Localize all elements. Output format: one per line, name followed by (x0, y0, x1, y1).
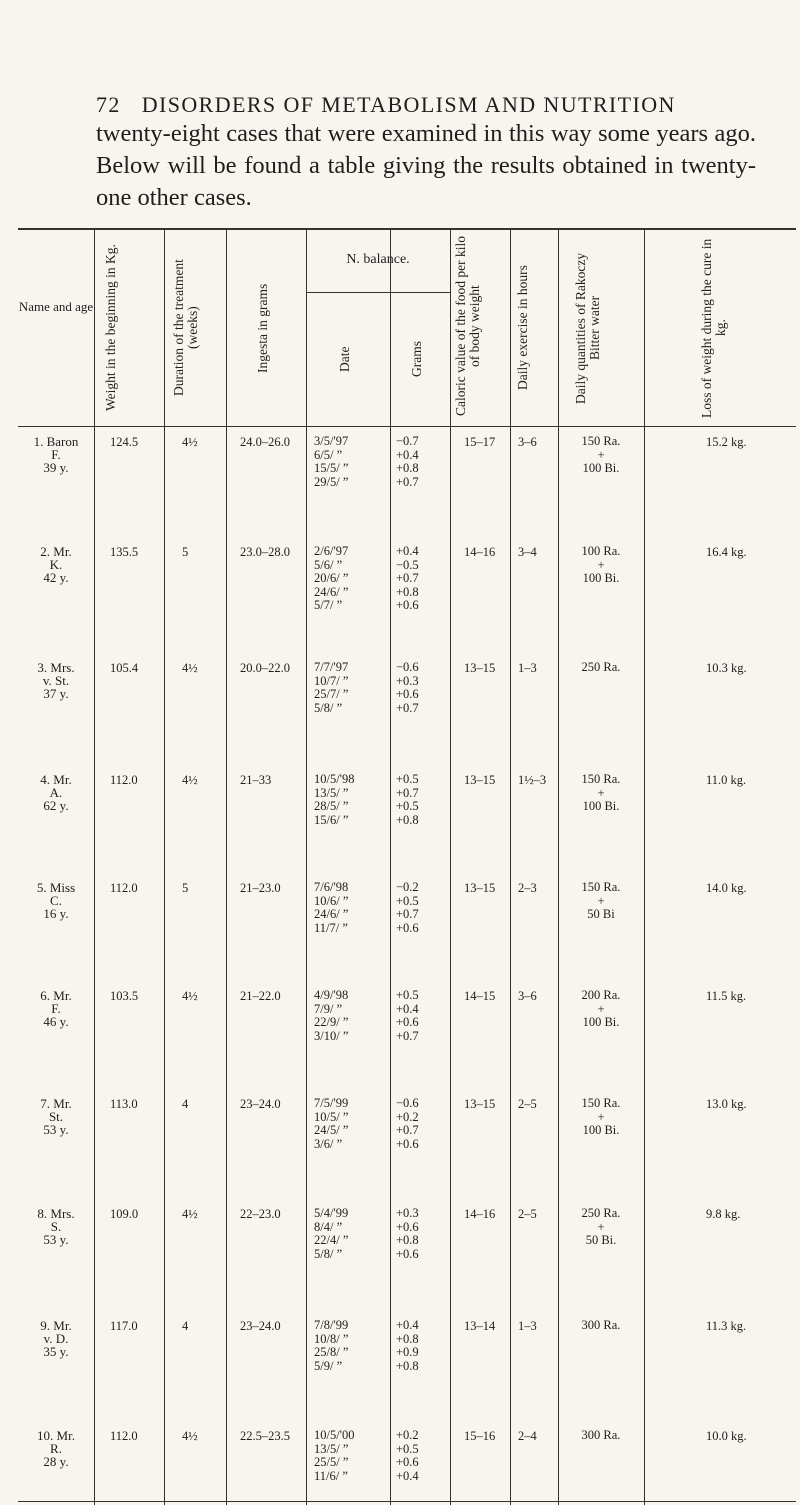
water-list (561, 881, 641, 922)
grams-value: +0.7 (396, 785, 419, 800)
intro-paragraph: twenty-eight cases that were examined in this way some years ago. Below will be found a table giving the results obtained in twenty-one other cases. (96, 120, 756, 211)
water-value: + (597, 557, 605, 572)
date-value: 25/5/ ” (314, 1455, 349, 1470)
date-value: 5/8/ ” (314, 700, 343, 715)
page-number: 72 (96, 92, 121, 117)
case-number: 6. (40, 988, 51, 1003)
water-list (561, 545, 641, 586)
caloric-value: 15–16 (464, 1429, 496, 1443)
grams-value: +0.3 (396, 1206, 419, 1220)
water-value: 150 Ra. (581, 1096, 621, 1110)
grams-value: +0.7 (396, 571, 419, 586)
grams-value: +0.6 (396, 1455, 419, 1470)
loss-value: 13.0 kg. (706, 1097, 747, 1111)
col-grams-header: Grams (409, 341, 424, 377)
col-name-header: Name and age (18, 299, 94, 314)
patient-name-line: C. (50, 893, 62, 908)
table-row (18, 981, 796, 1089)
water-value: 100 Bi. (582, 571, 620, 586)
date-value: 5/4/'99 (314, 1206, 349, 1220)
date-value: 11/7/ ” (314, 920, 348, 935)
grams-value: +0.6 (396, 598, 419, 613)
patient-name-line: R. (50, 1441, 62, 1456)
weight-value: 112.0 (110, 1429, 138, 1443)
ingesta-value: 21–33 (240, 773, 272, 787)
date-value: 15/5/ ” (314, 461, 349, 476)
weight-value: 105.4 (110, 661, 139, 675)
patient-name-line: A. (49, 785, 63, 800)
patient-name (18, 1097, 94, 1136)
patient-name-line: 16 y. (43, 906, 69, 921)
date-value: 10/8/ ” (314, 1331, 349, 1346)
patient-name-line: S. (50, 1219, 62, 1234)
date-value: 15/6/ ” (314, 812, 349, 827)
caloric-value: 13–15 (464, 773, 496, 787)
exercise-value: 2–3 (518, 881, 537, 895)
grams-value: −0.7 (396, 434, 419, 448)
patient-name-line: 46 y. (43, 1014, 69, 1029)
table-row (18, 765, 796, 873)
patient-name-line: Mrs. (50, 660, 75, 675)
water-value: 200 Ra. (581, 988, 621, 1002)
caloric-value: 13–15 (464, 661, 496, 675)
col-weight-header: Weight in the beginning in Kg. (103, 244, 118, 412)
date-value: 10/5/'98 (314, 772, 355, 786)
date-list (314, 773, 354, 827)
body-text (96, 118, 756, 214)
grams-list (396, 1319, 419, 1373)
date-value: 5/9/ ” (314, 1358, 343, 1373)
date-value: 11/6/ ” (314, 1468, 348, 1483)
patient-name (18, 545, 94, 584)
date-list (314, 435, 348, 489)
grams-value: +0.9 (396, 1345, 419, 1360)
water-value: 250 Ra. (581, 660, 621, 674)
ingesta-value: 24.0–26.0 (240, 435, 290, 449)
loss-value: 9.8 kg. (706, 1207, 741, 1221)
water-value: 300 Ra. (581, 1428, 621, 1442)
water-list (561, 1319, 641, 1333)
grams-value: +0.8 (396, 1331, 419, 1346)
grams-value: +0.6 (396, 1136, 419, 1151)
weight-value: 112.0 (110, 773, 138, 787)
col-duration-header: Duration of the treatment (weeks) (171, 259, 200, 397)
duration-value: 5 (182, 545, 189, 559)
water-value: + (597, 1109, 605, 1124)
water-value: 100 Bi. (582, 461, 620, 476)
table-row (18, 1199, 796, 1311)
date-list (314, 881, 348, 935)
patient-name (18, 881, 94, 920)
weight-value: 109.0 (110, 1207, 139, 1221)
duration-value: 4½ (182, 435, 198, 449)
water-value: 150 Ra. (581, 880, 621, 894)
duration-value: 4 (182, 1097, 189, 1111)
date-value: 29/5/ ” (314, 474, 349, 489)
patient-name-line: v. St. (42, 673, 70, 688)
patient-name-line: 53 y. (43, 1122, 69, 1137)
duration-value: 5 (182, 881, 189, 895)
grams-value: +0.8 (396, 812, 419, 827)
grams-list (396, 435, 419, 489)
exercise-value: 3–6 (518, 435, 537, 449)
col-ingesta-header: Ingesta in grams (255, 283, 270, 373)
duration-value: 4½ (182, 661, 198, 675)
water-value: + (597, 1219, 605, 1234)
grams-value: +0.4 (396, 1001, 419, 1016)
grams-value: +0.3 (396, 673, 419, 688)
date-value: 6/5/ ” (314, 447, 343, 462)
patient-name-line: 37 y. (43, 686, 69, 701)
water-value: + (597, 893, 605, 908)
patient-name-line: Miss (49, 880, 76, 895)
case-number: 2. (40, 544, 51, 559)
patient-name-line: v. D. (43, 1331, 69, 1346)
water-value: 300 Ra. (581, 1318, 621, 1332)
case-number: 8. (37, 1206, 48, 1221)
patient-name (18, 1429, 94, 1468)
date-value: 5/8/ ” (314, 1246, 343, 1261)
date-value: 10/5/ ” (314, 1109, 349, 1124)
date-list (314, 1207, 348, 1261)
grams-value: +0.5 (396, 799, 419, 814)
date-value: 7/7/'97 (314, 660, 349, 674)
table-row (18, 873, 796, 981)
grams-value: +0.5 (396, 772, 419, 786)
water-value: + (597, 447, 605, 462)
exercise-value: 1½–3 (518, 773, 547, 787)
water-list (561, 989, 641, 1030)
grams-value: +0.6 (396, 687, 419, 702)
water-list (561, 1097, 641, 1138)
grams-value: −0.2 (396, 880, 419, 894)
grams-list (396, 1429, 419, 1483)
patient-name-line: 35 y. (43, 1344, 69, 1359)
caloric-value: 14–15 (464, 989, 496, 1003)
exercise-value: 2–5 (518, 1097, 537, 1111)
duration-value: 4 (182, 1319, 189, 1333)
grams-list (396, 773, 419, 827)
date-value: 28/5/ ” (314, 799, 349, 814)
case-number: 3. (37, 660, 48, 675)
grams-value: +0.8 (396, 584, 419, 599)
caloric-value: 13–14 (464, 1319, 496, 1333)
date-value: 3/5/'97 (314, 434, 349, 448)
grams-value: +0.4 (396, 1318, 419, 1332)
grams-value: +0.7 (396, 1028, 419, 1043)
patient-name-line: Mr. (56, 1428, 75, 1443)
grams-list (396, 989, 419, 1043)
exercise-value: 1–3 (518, 661, 537, 675)
patient-name-line: F. (51, 1001, 61, 1016)
date-value: 10/6/ ” (314, 893, 349, 908)
grams-list (396, 1097, 419, 1151)
case-number: 9. (40, 1318, 51, 1333)
table-row (18, 427, 796, 537)
duration-value: 4½ (182, 773, 198, 787)
date-value: 25/7/ ” (314, 687, 349, 702)
grams-value: −0.6 (396, 1096, 419, 1110)
case-number: 4. (40, 772, 51, 787)
duration-value: 4½ (182, 989, 198, 1003)
col-water-header: Daily quantities of Rakoczy Bitter water (573, 252, 602, 404)
table-header (18, 230, 796, 427)
grams-value: −0.5 (396, 557, 419, 572)
water-value: 50 Bi (587, 907, 615, 922)
date-value: 3/6/ ” (314, 1136, 343, 1151)
grams-value: +0.5 (396, 988, 419, 1002)
date-value: 22/4/ ” (314, 1233, 349, 1248)
caloric-value: 15–17 (464, 435, 496, 449)
exercise-value: 3–4 (518, 545, 537, 559)
date-value: 7/5/'99 (314, 1096, 349, 1110)
water-value: + (597, 785, 605, 800)
patient-name-line: Mrs. (50, 1206, 75, 1221)
caloric-value: 13–15 (464, 1097, 496, 1111)
patient-name-line: Baron (46, 434, 79, 449)
date-list (314, 1097, 348, 1151)
water-value: 100 Bi. (582, 1123, 620, 1138)
weight-value: 113.0 (110, 1097, 138, 1111)
water-value: 50 Bi. (585, 1233, 617, 1248)
exercise-value: 1–3 (518, 1319, 537, 1333)
duration-value: 4½ (182, 1207, 198, 1221)
date-value: 20/6/ ” (314, 571, 349, 586)
date-value: 7/6/'98 (314, 880, 349, 894)
loss-value: 11.5 kg. (706, 989, 747, 1003)
ingesta-value: 21–23.0 (240, 881, 281, 895)
patient-name (18, 661, 94, 700)
case-number: 10. (37, 1428, 54, 1443)
patient-name (18, 773, 94, 812)
exercise-value: 2–5 (518, 1207, 537, 1221)
col-exercise-header: Daily exercise in hours (515, 265, 530, 391)
loss-value: 14.0 kg. (706, 881, 747, 895)
grams-value: +0.2 (396, 1109, 419, 1124)
grams-list (396, 545, 419, 613)
date-value: 24/5/ ” (314, 1123, 349, 1138)
date-list (314, 661, 348, 715)
ingesta-value: 23–24.0 (240, 1097, 281, 1111)
water-value: + (597, 1001, 605, 1016)
patient-name (18, 989, 94, 1028)
date-value: 8/4/ ” (314, 1219, 343, 1234)
grams-value: +0.8 (396, 1233, 419, 1248)
col-loss-header: Loss of weight during the cure in kg. (699, 238, 728, 418)
date-value: 10/7/ ” (314, 673, 349, 688)
water-value: 150 Ra. (581, 772, 621, 786)
water-list (561, 1207, 641, 1248)
grams-value: +0.6 (396, 920, 419, 935)
grams-value: +0.7 (396, 907, 419, 922)
grams-value: +0.7 (396, 474, 419, 489)
grams-value: +0.7 (396, 1123, 419, 1138)
table-row (18, 653, 796, 765)
patient-name-line: 53 y. (43, 1232, 69, 1247)
patient-name (18, 1207, 94, 1246)
caloric-value: 14–16 (464, 1207, 496, 1221)
patient-name-line: F. (51, 447, 61, 462)
patient-name-line: Mr. (53, 1318, 72, 1333)
date-value: 13/5/ ” (314, 1441, 349, 1456)
grams-list (396, 1207, 419, 1261)
patient-name-line: 28 y. (43, 1454, 69, 1469)
water-value: 250 Ra. (581, 1206, 621, 1220)
date-value: 24/6/ ” (314, 584, 349, 599)
ingesta-value: 22.5–23.5 (240, 1429, 290, 1443)
table-row (18, 1089, 796, 1199)
water-list (561, 661, 641, 675)
patient-name (18, 435, 94, 474)
date-value: 24/6/ ” (314, 907, 349, 922)
loss-value: 10.3 kg. (706, 661, 747, 675)
ingesta-value: 23.0–28.0 (240, 545, 290, 559)
table-row (18, 537, 796, 653)
weight-value: 112.0 (110, 881, 138, 895)
ingesta-value: 20.0–22.0 (240, 661, 290, 675)
date-list (314, 1429, 354, 1483)
date-value: 10/5/'00 (314, 1428, 355, 1442)
water-list (561, 773, 641, 814)
water-value: 100 Bi. (582, 1015, 620, 1030)
water-list (561, 435, 641, 476)
caloric-value: 13–15 (464, 881, 496, 895)
grams-value: +0.8 (396, 461, 419, 476)
case-number: 5. (36, 880, 47, 895)
date-value: 13/5/ ” (314, 785, 349, 800)
date-value: 3/10/ ” (314, 1028, 349, 1043)
patient-name-line: 62 y. (43, 798, 69, 813)
loss-value: 10.0 kg. (706, 1429, 747, 1443)
table-body (18, 427, 796, 1505)
grams-value: +0.8 (396, 1358, 419, 1373)
case-number: 1. (33, 434, 44, 449)
ingesta-value: 22–23.0 (240, 1207, 281, 1221)
patient-name-line: 42 y. (43, 570, 69, 585)
grams-list (396, 661, 419, 715)
grams-value: +0.6 (396, 1015, 419, 1030)
grams-value: +0.2 (396, 1428, 419, 1442)
grams-list (396, 881, 419, 935)
patient-name-line: K. (49, 557, 63, 572)
date-value: 25/8/ ” (314, 1345, 349, 1360)
results-table (18, 228, 796, 1502)
date-list (314, 545, 348, 613)
water-list (561, 1429, 641, 1443)
case-number: 7. (40, 1096, 51, 1111)
table-row (18, 1421, 796, 1505)
col-caloric-header: Caloric value of the food per kilo of body weight (453, 236, 482, 416)
weight-value: 135.5 (110, 545, 139, 559)
patient-name-line: Mr. (53, 1096, 72, 1111)
grams-value: +0.4 (396, 544, 419, 558)
date-value: 4/9/'98 (314, 988, 349, 1002)
caloric-value: 14–16 (464, 545, 496, 559)
ingesta-value: 21–22.0 (240, 989, 281, 1003)
loss-value: 16.4 kg. (706, 545, 747, 559)
grams-value: +0.5 (396, 893, 419, 908)
grams-value: +0.4 (396, 447, 419, 462)
date-list (314, 1319, 348, 1373)
weight-value: 124.5 (110, 435, 139, 449)
date-value: 22/9/ ” (314, 1015, 349, 1030)
patient-name (18, 1319, 94, 1358)
date-list (314, 989, 348, 1043)
ingesta-value: 23–24.0 (240, 1319, 281, 1333)
loss-value: 11.3 kg. (706, 1319, 747, 1333)
date-value: 5/7/ ” (314, 598, 343, 613)
water-value: 100 Bi. (582, 799, 620, 814)
date-value: 2/6/'97 (314, 544, 349, 558)
grams-value: +0.5 (396, 1441, 419, 1456)
patient-name-line: Mr. (53, 544, 72, 559)
loss-value: 11.0 kg. (706, 773, 747, 787)
running-head (96, 92, 676, 118)
water-value: 100 Ra. (581, 544, 621, 558)
date-value: 7/9/ ” (314, 1001, 343, 1016)
grams-value: −0.6 (396, 660, 419, 674)
grams-value: +0.7 (396, 700, 419, 715)
weight-value: 117.0 (110, 1319, 138, 1333)
grams-value: +0.4 (396, 1468, 419, 1483)
date-value: 7/8/'99 (314, 1318, 349, 1332)
patient-name-line: Mr. (53, 988, 72, 1003)
date-value: 5/6/ ” (314, 557, 343, 572)
duration-value: 4½ (182, 1429, 198, 1443)
col-n-balance-header: N. balance. (346, 252, 410, 267)
exercise-value: 3–6 (518, 989, 537, 1003)
loss-value: 15.2 kg. (706, 435, 747, 449)
table-row (18, 1311, 796, 1421)
grams-value: +0.6 (396, 1246, 419, 1261)
running-title: DISORDERS OF METABOLISM AND NUTRITION (141, 92, 676, 117)
water-value: 150 Ra. (581, 434, 621, 448)
patient-name-line: Mr. (53, 772, 72, 787)
grams-value: +0.6 (396, 1219, 419, 1234)
exercise-value: 2–4 (518, 1429, 537, 1443)
weight-value: 103.5 (110, 989, 139, 1003)
col-date-header: Date (337, 346, 352, 372)
patient-name-line: St. (48, 1109, 64, 1124)
patient-name-line: 39 y. (43, 460, 69, 475)
